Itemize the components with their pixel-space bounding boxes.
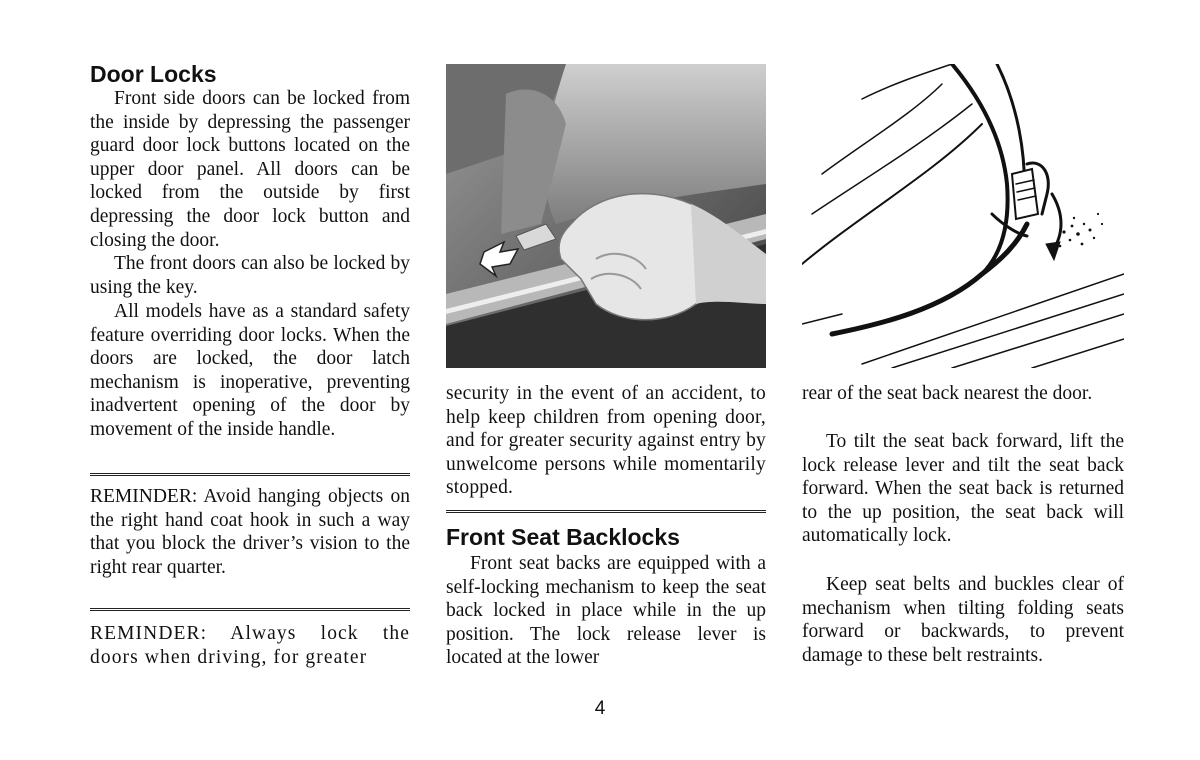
divider-rule <box>446 510 766 513</box>
page-number: 4 <box>594 698 606 719</box>
front-seat-paragraph-1: Front seat backs are equipped with a self-locking mechanism to keep the seat back locked in place while in the up position. The lock release lever is located at the lower <box>446 553 766 669</box>
door-lock-button-photo <box>446 64 766 368</box>
reminder-lock-doors-continued: security in the event of an accident, to help keep children from opening door, and for greater security against entry by unwelcome persons while momentarily stopped. <box>446 383 766 499</box>
door-locks-paragraph-1: Front side doors can be locked from the inside by depressing the passenger guard door lock buttons located on the upper door panel. All doors can be locked from the outside by first depressing the door lock button and closing the door. <box>90 88 410 251</box>
front-seat-backlocks-heading: Front Seat Backlocks <box>446 524 680 550</box>
door-locks-paragraph-3: All models have as a standard safety feature overriding door locks. When the doors are locked, the door latch mechanism is inoperative, preventing inadvertent opening of the door by movement of the inside handle. <box>90 301 410 440</box>
reminder-lock-doors: REMINDER: Always lock the doors when driving, for greater <box>90 623 410 668</box>
reminder-coat-hook: REMINDER: Avoid hanging objects on the right hand coat hook in such a way that you block the driver’s vision to the right rear quarter. <box>90 486 410 578</box>
front-seat-paragraph-2: To tilt the seat back forward, lift the lock release lever and tilt the seat back forward. When the seat back is returned to the up position, the seat back will automatically lock. <box>802 431 1124 547</box>
front-seat-paragraph-1-continued: rear of the seat back nearest the door. <box>802 383 1093 404</box>
door-locks-heading: Door Locks <box>90 61 217 87</box>
seat-back-lock-lever-illustration <box>802 64 1124 368</box>
front-seat-paragraph-3: Keep seat belts and buckles clear of mechanism when tilting folding seats forward or backwards, to prevent damage to these belt restraints. <box>802 574 1124 666</box>
divider-rule <box>90 473 410 476</box>
door-locks-paragraph-2: The front doors can also be locked by using the key. <box>90 253 410 298</box>
divider-rule <box>90 608 410 611</box>
